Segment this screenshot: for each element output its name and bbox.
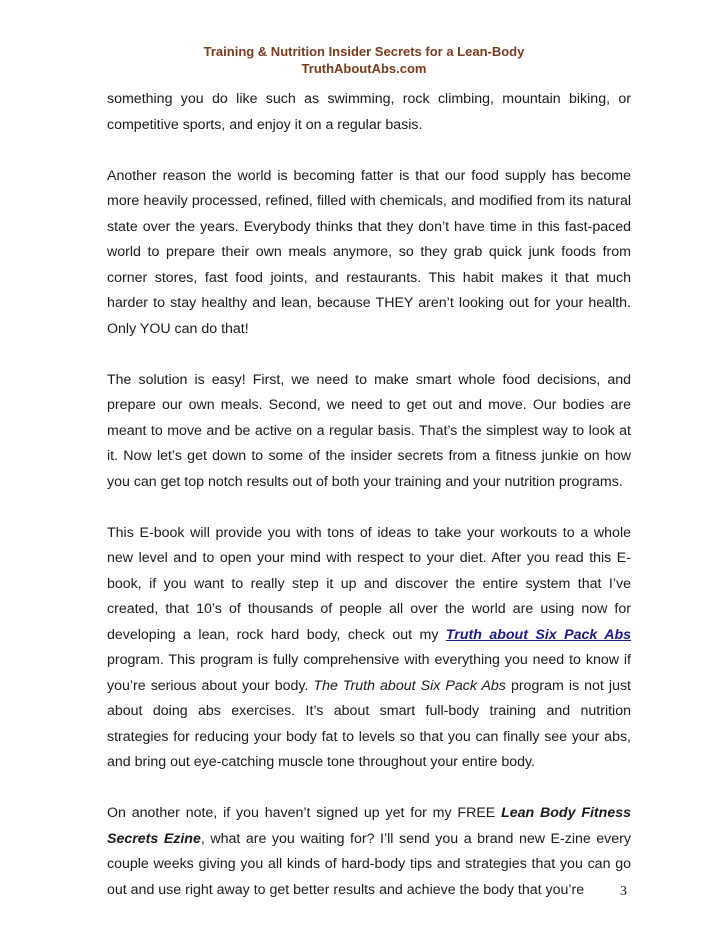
- header-site: TruthAboutAbs.com: [301, 61, 427, 76]
- page-header: [0, 43, 728, 77]
- paragraph-2: Another reason the world is becoming fatter is that our food supply has become more heavily processed, refined, filled with chemicals, and modified from its natural state over the years. Everybody thinks that they don’t have time in this fast-paced world to prepare their own meals anymore, so they grab quick junk foods from corner stores, fast food joints, and restaurants. This habit makes it that much harder to stay healthy and lean, because THEY aren’t looking out for your health. Only YOU can do that!: [107, 167, 631, 337]
- ezine-name: Lean Body Fitness Secrets Ezine: [107, 805, 631, 847]
- program-title: The Truth about Six Pack Abs: [313, 677, 506, 694]
- paragraph-4-text-b: program. This program is fully comprehensive with everything you need to know if you’re serious about your body.: [107, 652, 631, 694]
- page-number: 3: [620, 884, 627, 899]
- paragraph-5-text-a: On another note, if you haven’t signed up yet for my FREE: [107, 805, 502, 821]
- paragraph-5: [107, 801, 631, 903]
- document-body: [107, 87, 631, 929]
- paragraph-3: The solution is easy! First, we need to make smart whole food decisions, and prepare our own meals. Second, we need to get out and move. Our bodies are meant to move and be active on a regular basis. That’s the simplest way to look at it. Now let’s get down to some of the insider secrets from a fitness junkie on how you can get top notch results out of both your training and your nutrition programs.: [107, 371, 631, 490]
- paragraph-4: [107, 521, 631, 776]
- paragraph-4-text-c: program is not just about doing abs exercises. It’s about smart full-body training and nutrition strategies for reducing your body fat to levels so that you can finally see your abs, and bring out eye-catching muscle tone throughout your entire body.: [107, 677, 631, 770]
- paragraph-4-text-a: This E-book will provide you with tons of ideas to take your workouts to a whole new level and to open your mind with respect to your diet. After you read this E-book, if you want to really step it up and discover the entire system that I’ve created, that 10’s of thousands of people all over the world are using now for developing a lean, rock hard body, check out my: [107, 524, 631, 643]
- six-pack-abs-link[interactable]: Truth about Six Pack Abs: [445, 626, 631, 643]
- header-title: Training & Nutrition Insider Secrets for a Lean-Body: [203, 44, 525, 59]
- paragraph-5-text-b: , what are you waiting for? I’ll send you a brand new E-zine every couple weeks giving you all kinds of hard-body tips and strategies that you can go out and use right away to get better results and achieve the body that you’re: [107, 830, 631, 898]
- paragraph-1: something you do like such as swimming, rock climbing, mountain biking, or competitive sports, and enjoy it on a regular basis.: [107, 91, 631, 133]
